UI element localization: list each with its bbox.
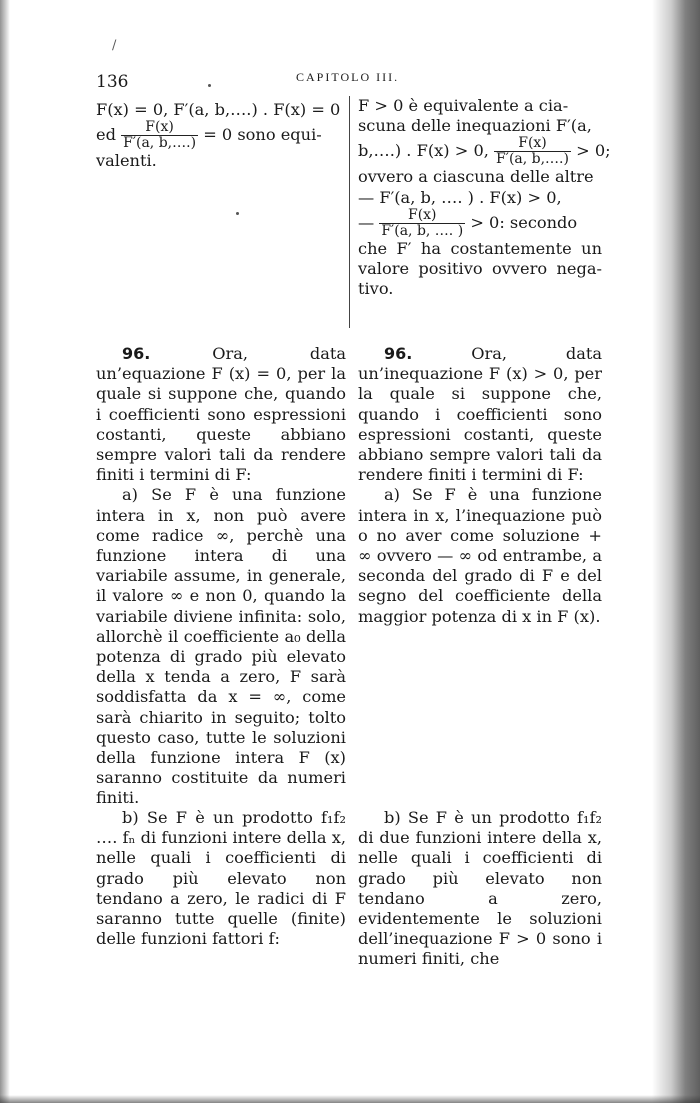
right-line-4: ovvero a ciascuna delle altre — [358, 167, 594, 187]
right-formula-line-6: — $\frac{F(x)}{F'(a, b, \dots. )}$ > 0: secondo — [358, 206, 578, 239]
right-section-96 — [358, 344, 602, 627]
right-section-96-b — [358, 808, 602, 970]
running-title: CAPITOLO III. — [296, 70, 400, 84]
right-96-intro: 96. Ora, data un’inequazione F (x) > 0, per la quale si suppone che, quando i coefficienti sono espressioni costanti, queste abbiano sempre valori tali da rendere finiti i termini di F: — [358, 344, 602, 485]
left-formula-line-2: ed $\frac{F(x)}{F'(a, b,\dots.)}$ = 0 sono equi- — [96, 119, 322, 152]
left-top-continuation — [96, 100, 346, 171]
left-formula-line-3: valenti. — [96, 151, 157, 171]
right-line-5: — F′(a, b, …. ) . F(x) > 0, — [358, 187, 562, 207]
left-section-96 — [96, 344, 346, 809]
left-fraction: $\frac{F(x)}{F'(a, b,\dots.)}$ — [123, 119, 197, 152]
column-divider — [349, 96, 350, 328]
scan-left-edge-shadow — [0, 0, 10, 1103]
right-line-2: scuna delle inequazioni F′(a, — [358, 116, 592, 136]
page-number: 136 — [96, 72, 129, 92]
right-top-continuation — [358, 96, 611, 299]
stray-pen-mark: / — [112, 38, 117, 53]
right-96-point-b: b) Se F è un prodotto f₁f₂ di due funzioni intere della x, nelle quali i coefficienti di grado più elevato non tendano a zero, evidentemente le soluzioni dell’inequazione F > 0 sono i numeri finiti, che — [358, 808, 602, 969]
right-line-7: che F′ ha costantemente un valore positivo ovvero nega-tivo. — [358, 238, 602, 299]
scan-right-edge-shadow — [652, 0, 700, 1103]
right-formula-line-3: b,….) . F(x) > 0, $\frac{F(x)}{F'(a, b,\dots.)}$ > 0; — [358, 135, 611, 168]
left-formula-line-1: F(x) = 0, F′(a, b,….) . F(x) = 0 — [96, 100, 341, 119]
right-fraction-2: $\frac{F(x)}{F'(a, b, \dots. )}$ — [381, 206, 464, 239]
left-96-intro: 96. Ora, data un’equazione F (x) = 0, per la quale si suppone che, quando i coefficienti sono espressioni costanti, queste abbiano sempre valori tali da rendere finiti i termini di F: — [96, 344, 346, 485]
left-96-point-b: b) Se F è un prodotto f₁f₂ …. fₙ di funzioni intere della x, nelle quali i coefficienti di grado più elevato non tendano a zero, le radici di F saranno tutte quelle (finite) delle funzioni fattori f: — [96, 808, 346, 949]
scan-bottom-edge-shadow — [0, 1095, 700, 1103]
right-fraction-1: $\frac{F(x)}{F'(a, b,\dots.)}$ — [496, 135, 569, 168]
ink-speck — [236, 212, 239, 215]
right-96-point-a: a) Se F è una funzione intera in x, l’inequazione può o no aver come soluzione + ∞ ovvero — ∞ od entrambe, a seconda del grado di F e del segno del coefficiente della maggior potenza di x in F (x). — [358, 485, 602, 626]
left-section-96-b — [96, 808, 346, 949]
page-header — [96, 64, 602, 92]
left-section-number: 96. — [122, 344, 151, 363]
left-96-point-a: a) Se F è una funzione intera in x, non può avere come radice ∞, perchè una funzione intera di una variabile assume, in generale, il valore ∞ e non 0, quando la variabile diviene infinita: solo, allorchè il coefficiente a₀ della potenza di grado più elevato della x tenda a zero, F sarà soddisfatta da x = ∞, come sarà chiarito in seguito; tolto questo caso, tutte le soluzioni della funzione intera F (x) saranno costituite da numeri finiti. — [96, 485, 346, 808]
right-section-number: 96. — [384, 344, 413, 363]
right-line-1: F > 0 è equivalente a cia- — [358, 96, 569, 115]
